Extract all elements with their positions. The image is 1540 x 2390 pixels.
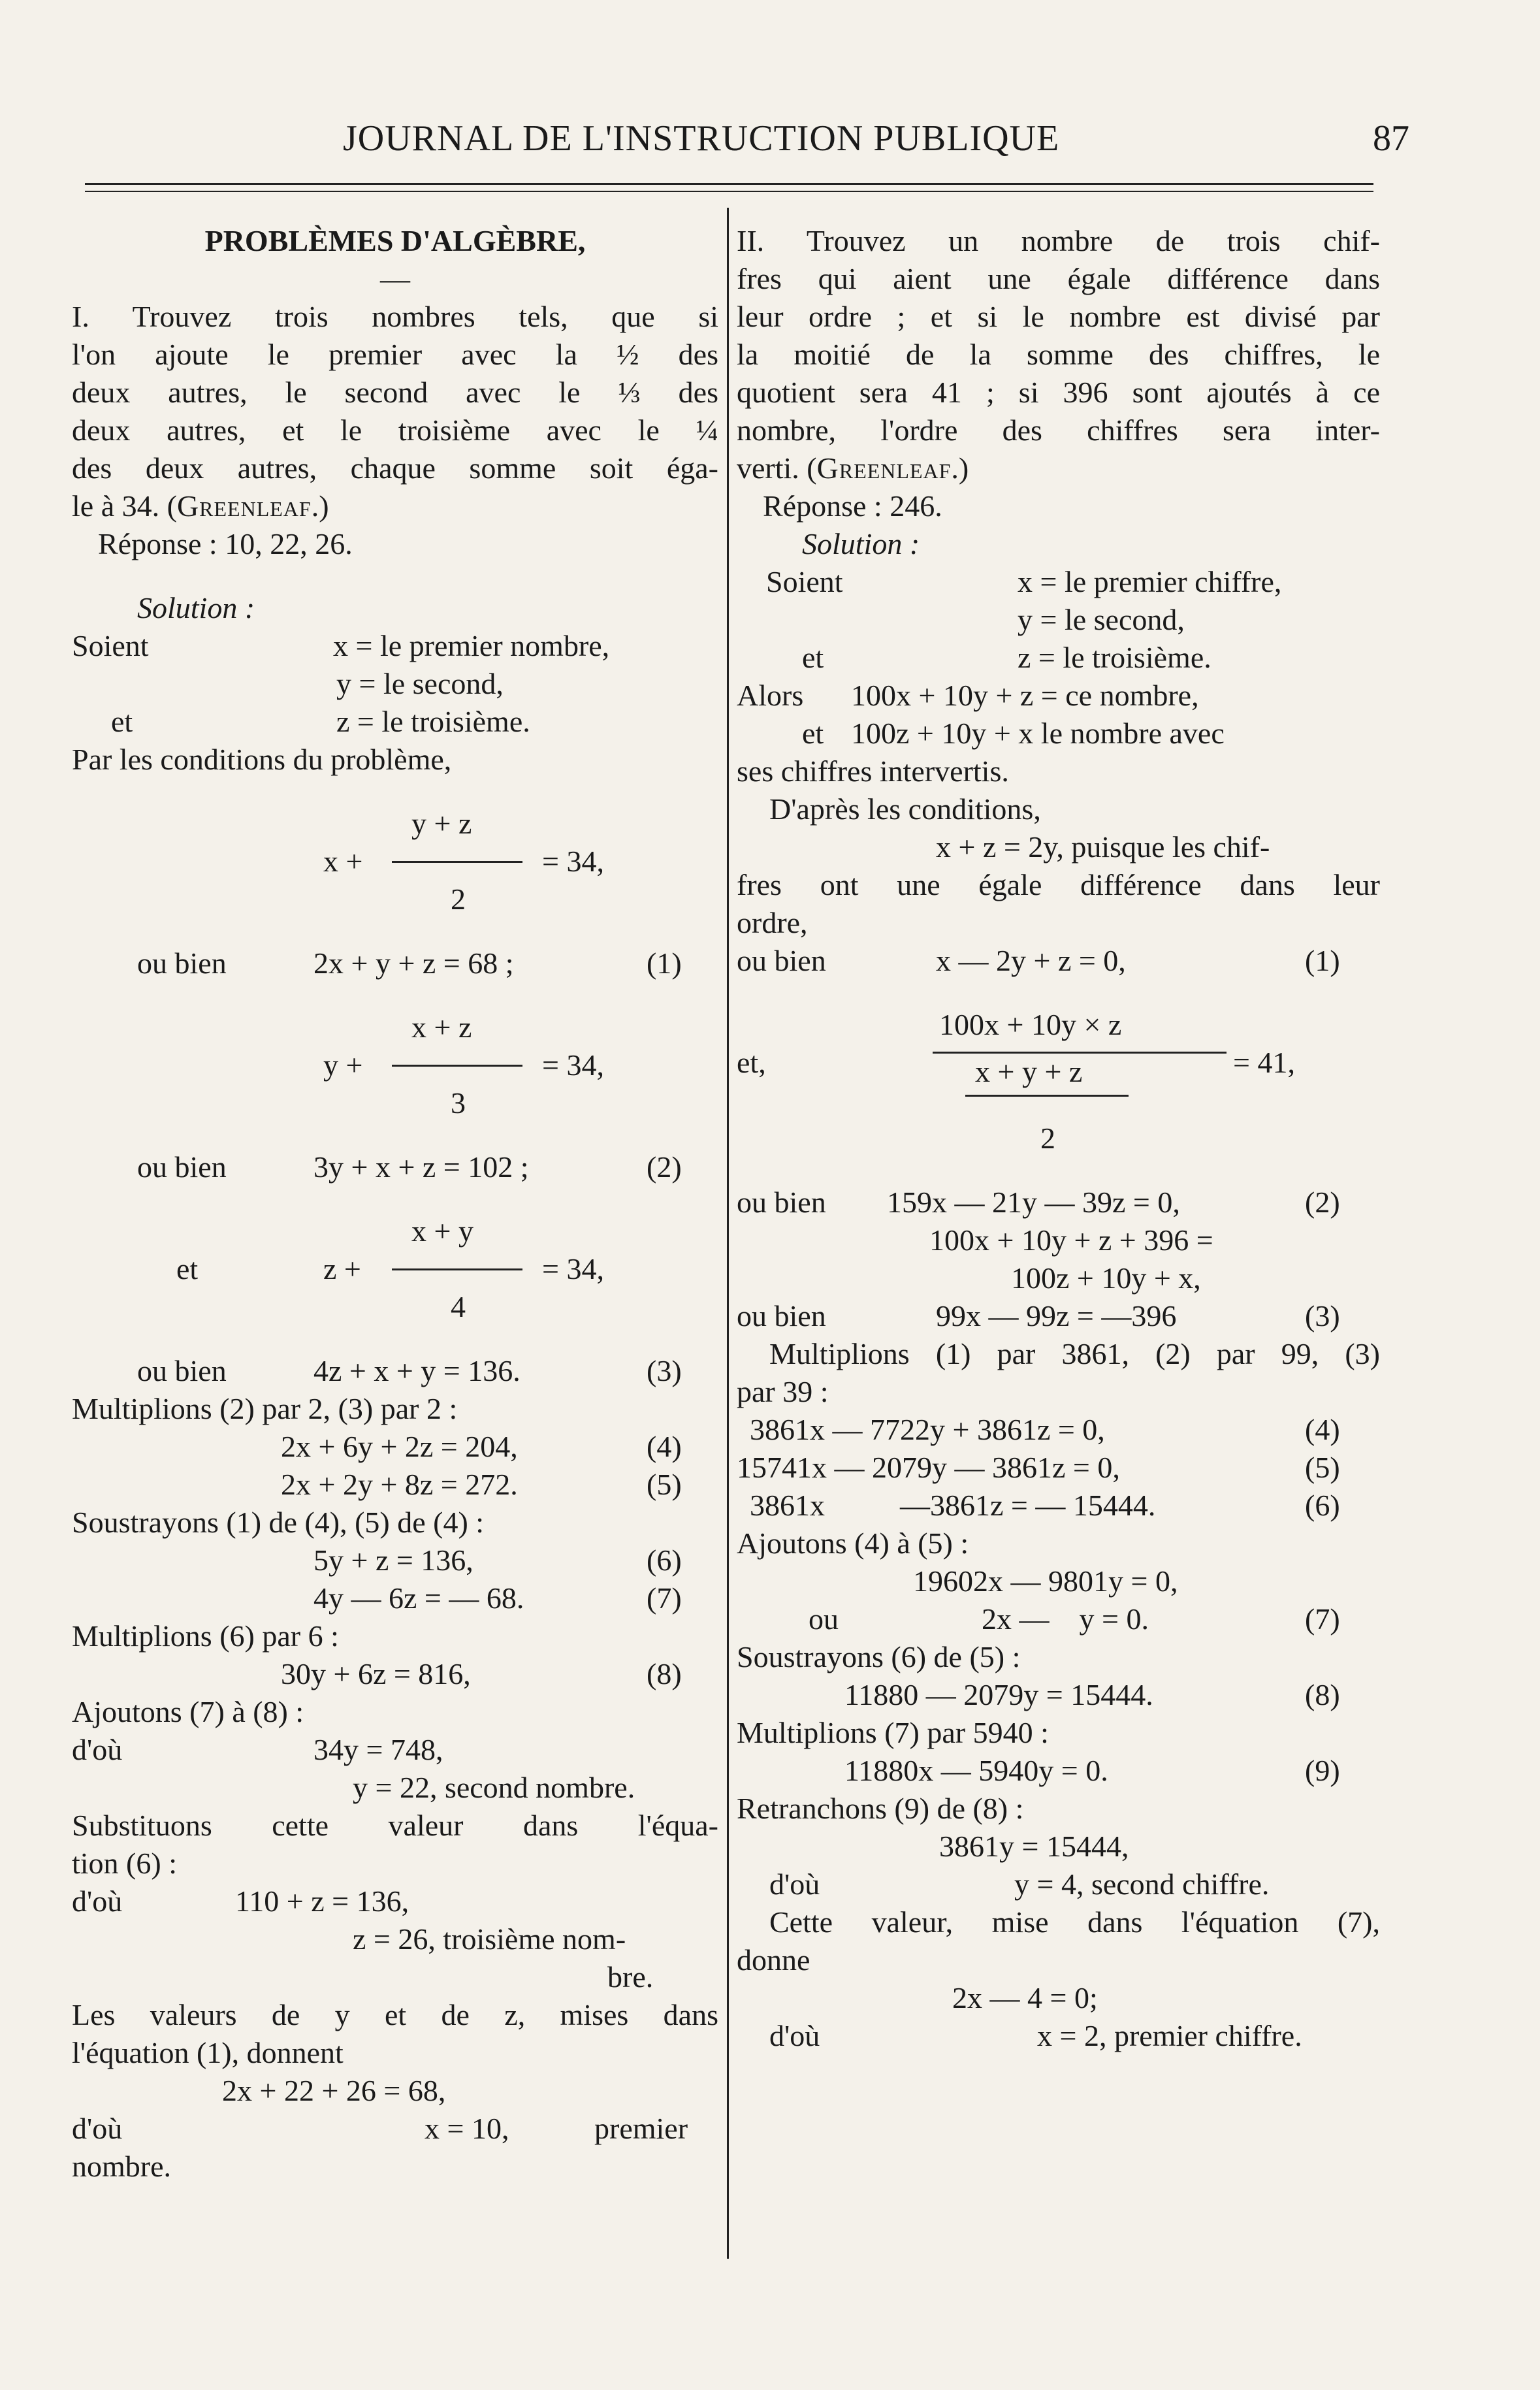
equation: 3861x —3861z = — 15444. [750,1489,1156,1522]
equation-line [737,1828,1380,1865]
text-line: D'après les conditions, [769,792,1041,826]
equation-line [737,942,1380,980]
denominator: 2 [451,882,466,916]
problem-line: deux autres, et le troisième avec le ¼ [72,413,718,447]
fraction-denominator [72,1288,718,1326]
section-heading: PROBLÈMES D'ALGÈBRE, [204,224,586,257]
lhs: y + [323,1048,363,1082]
spacer [72,563,718,589]
ou-bien: ou bien [137,946,227,980]
text-line: Multiplions (6) par 6 : [72,1619,339,1653]
header-rule-thin [85,191,1373,192]
text-line: Multiplions (7) par 5940 : [737,1716,1049,1749]
equation: 159x — 21y — 39z = 0, [887,1186,1180,1219]
problem-text: verti. ( [737,451,817,485]
ou-bien: ou bien [737,944,826,977]
equation: 4y — 6z = — 68. [313,1581,524,1615]
spacer [72,779,718,805]
fraction-line [72,1046,718,1084]
ou-bien: ou bien [737,1186,826,1219]
equation: 19602x — 9801y = 0, [913,1564,1178,1598]
ou-bien: ou bien [137,1150,227,1184]
equation-number: (6) [647,1543,682,1577]
fraction-bar [392,1268,522,1270]
spacer [72,1326,718,1352]
rhs: = 34, [542,1252,604,1285]
problem-line: quotient sera 41 ; si 396 sont ajoutés à ce [737,376,1380,409]
definition-line [72,703,718,741]
equation-line [72,2110,718,2148]
ou-bien: ou bien [737,1299,826,1332]
def-y: y = le second, [336,667,504,700]
equation-number: (4) [1305,1413,1340,1446]
text-line: fres ont une égale différence dans leur [737,868,1380,901]
rhs: = 34, [542,1048,604,1082]
equation: z = 26, troisième nom- [353,1922,626,1956]
text-line: par 39 : [737,1375,829,1408]
author-name: Greenleaf [816,451,952,485]
equation-line [72,1352,718,1390]
spacer [737,980,1380,1006]
spacer [72,918,718,945]
et-label: et [111,705,133,738]
equation: 2x + 22 + 26 = 68, [222,2074,446,2107]
lhs: z + [323,1252,361,1285]
denominator: 4 [451,1290,466,1323]
fraction-denominator [72,1084,718,1122]
text-line: nombre. [72,2150,172,2183]
equation: 100x + 10y + z = ce nombre, [851,679,1199,712]
rhs: = 34, [542,845,604,878]
equation-line [737,2017,1380,2055]
equation-number: (3) [647,1354,682,1387]
equation-line [737,1259,1380,1297]
text-line: Les valeurs de y et de z, mises dans [72,1998,718,2031]
problem-line: nombre, l'ordre des chiffres sera inter- [737,413,1380,447]
solution-label: Solution : [137,591,255,624]
numerator: x + z [411,1010,472,1044]
equation-line [72,1655,718,1693]
premier-label: premier [594,2112,688,2145]
text-line: Cette valeur, mise dans l'équation (7), [769,1905,1380,1939]
dou-label: d'où [72,1733,123,1766]
equation: x = 2, premier chiffre. [1037,2019,1302,2052]
equation: 2x — y = 0. [982,1602,1149,1636]
lhs: x + [323,845,363,878]
fraction-bar [392,1065,522,1067]
equation-line [737,1184,1380,1221]
column-divider [727,208,729,2259]
equation: 100x + 10y + z + 396 = [929,1223,1213,1257]
problem-line [737,449,1380,487]
running-header [85,118,1409,170]
problem-text: .) [951,451,969,485]
page-number: 87 [1373,118,1409,159]
spacer [737,1157,1380,1184]
soient-label: Soient [766,565,843,598]
equation: 2x + 2y + 8z = 272. [281,1468,518,1501]
equation-number: (7) [1305,1602,1340,1636]
text-line: Par les conditions du problème, [72,743,452,776]
et-label: et [802,641,824,674]
text-line: Ajoutons (7) à (8) : [72,1695,304,1728]
equation: x + z = 2y, puisque les chif- [936,830,1270,864]
equation-number: (9) [1305,1754,1340,1787]
problem-line: l'on ajoute le premier avec la ½ des [72,338,718,371]
fraction-denominator [72,880,718,918]
numerator: 100x + 10y × z [939,1008,1122,1041]
heading-dash: — [380,262,410,295]
text-line: Ajoutons (4) à (5) : [737,1526,969,1560]
equation-line [72,1920,718,1958]
equation: 4z + x + y = 136. [313,1354,521,1387]
equation: x = 10, [425,2112,509,2145]
fraction-subline [737,1082,1380,1120]
def-y: y = le second, [1018,603,1185,636]
text-line: Soustrayons (6) de (5) : [737,1640,1021,1673]
ou-label: ou [809,1602,839,1636]
right-column [737,222,1380,2055]
equation-line [737,1752,1380,1790]
text-line: Multiplions (2) par 2, (3) par 2 : [72,1392,458,1425]
equation-line [737,828,1380,866]
problem-line: fres qui aient une égale différence dans [737,262,1380,295]
definition-line [737,639,1380,677]
def-z: z = le troisième. [1018,641,1211,674]
equation-number: (2) [647,1150,682,1184]
equation-number: (8) [647,1657,682,1690]
equation: 110 + z = 136, [235,1884,409,1918]
equation-line [737,1865,1380,1903]
equation: y = 22, second nombre. [353,1771,635,1804]
equation-line [737,1221,1380,1259]
equation-line [72,1882,718,1920]
text-line: Multiplions (1) par 3861, (2) par 99, (3) [769,1337,1380,1370]
fraction-bar [965,1095,1129,1097]
definition-line [737,601,1380,639]
equation: 15741x — 2079y — 3861z = 0, [737,1451,1120,1484]
et-label: et [802,717,824,750]
answer: Réponse : 10, 22, 26. [98,527,353,560]
def-z: z = le troisième. [336,705,530,738]
equation-number: (3) [1305,1299,1340,1332]
equation-line [72,1428,718,1466]
equation: 2x + 6y + 2z = 204, [281,1430,518,1463]
equation-line [72,1148,718,1186]
equation-number: (2) [1305,1186,1340,1219]
author-name: Greenleaf [176,489,312,523]
text-line: ses chiffres intervertis. [737,754,1009,788]
alors-label: Alors [737,679,804,712]
dou-label: d'où [769,2019,820,2052]
equation-line [72,1542,718,1579]
equation-line [72,1466,718,1504]
equation: y = 4, second chiffre. [1014,1867,1270,1901]
journal-title: JOURNAL DE L'INSTRUCTION PUBLIQUE [343,118,1060,159]
ou-bien: ou bien [137,1354,227,1387]
equation: 100z + 10y + x, [1011,1261,1201,1295]
definition-line [737,563,1380,601]
fraction-numerator [72,1009,718,1046]
equation: 3y + x + z = 102 ; [313,1150,529,1184]
equation: 99x — 99z = —396 [936,1299,1177,1332]
problem-text: le à 34. ( [72,489,177,523]
equation-number: (4) [647,1430,682,1463]
fraction-line [737,1044,1380,1088]
equation-line [737,715,1380,752]
numerator: x + y [411,1214,473,1248]
problem-text: .) [311,489,329,523]
equation: 34y = 748, [313,1733,443,1766]
fraction-denominator [737,1120,1380,1157]
spacer [72,1122,718,1148]
equation-line [737,1600,1380,1638]
text-line: l'équation (1), donnent [72,2036,344,2069]
problem-line: II. Trouvez un nombre de trois chif- [737,224,1380,257]
problem-line: leur ordre ; et si le nombre est divisé par [737,300,1380,333]
fraction-numerator [72,805,718,843]
equation: 11880x — 5940y = 0. [844,1754,1108,1787]
rhs: = 41, [1233,1046,1295,1079]
equation-line [72,1579,718,1617]
fraction-bar [392,861,522,863]
equation-number: (1) [1305,944,1340,977]
sub-numerator: x + y + z [975,1055,1083,1088]
definition-line [72,665,718,703]
equation-number: (5) [1305,1451,1340,1484]
equation-line [72,945,718,982]
equation-line [737,1297,1380,1335]
equation-line [737,1449,1380,1487]
equation: x — 2y + z = 0, [936,944,1126,977]
et-label: et, [737,1046,766,1079]
header-rule [85,183,1373,185]
problem-line: la moitié de la somme des chiffres, le [737,338,1380,371]
problem-line: des deux autres, chaque somme soit éga- [72,451,718,485]
text-line: ordre, [737,906,808,939]
def-x: x = le premier nombre, [333,629,610,662]
spacer [72,982,718,1009]
spacer [72,1186,718,1212]
fraction-numerator [737,1006,1380,1044]
equation-number: (6) [1305,1489,1340,1522]
equation-line [737,1979,1380,2017]
equation-number: (7) [647,1581,682,1615]
text-line: Substituons cette valeur dans l'équa- [72,1809,718,1842]
numerator: y + z [411,807,472,840]
equation: 2x — 4 = 0; [952,1981,1098,2014]
equation: 3861y = 15444, [939,1830,1129,1863]
word-continuation: bre. [607,1960,654,1994]
et-label: et [176,1252,199,1285]
equation-line [737,1487,1380,1525]
equation: 100z + 10y + x le nombre avec [851,717,1225,750]
problem-line: I. Trouvez trois nombres tels, que si [72,300,718,333]
equation-line [737,1562,1380,1600]
problem-line [72,487,718,525]
denominator: 2 [1040,1122,1055,1155]
equation-number: (1) [647,946,682,980]
answer: Réponse : 246. [763,489,942,523]
fraction-line [72,1250,718,1288]
text-line: donne [737,1943,810,1977]
equation-line [737,1411,1380,1449]
equation-line [72,1958,718,1996]
equation-line [737,1676,1380,1714]
text-line: tion (6) : [72,1847,177,1880]
equation-number: (5) [647,1468,682,1501]
equation-line [737,677,1380,715]
text-line: Soustrayons (1) de (4), (5) de (4) : [72,1506,485,1539]
equation: 2x + y + z = 68 ; [313,946,514,980]
solution-label: Solution : [802,527,920,560]
equation: 11880 — 2079y = 15444. [844,1678,1153,1711]
fraction-numerator [72,1212,718,1250]
problem-line: deux autres, le second avec le ⅓ des [72,376,718,409]
fraction-line [72,843,718,880]
dou-label: d'où [72,2112,123,2145]
denominator: 3 [451,1086,466,1120]
soient-label: Soient [72,629,149,662]
left-column [72,222,718,2186]
equation-number: (8) [1305,1678,1340,1711]
text-line: Retranchons (9) de (8) : [737,1792,1024,1825]
equation: 3861x — 7722y + 3861z = 0, [750,1413,1105,1446]
equation-line [72,2072,718,2110]
definition-line [72,627,718,665]
equation-line [72,1769,718,1807]
equation-line [72,1731,718,1769]
def-x: x = le premier chiffre, [1018,565,1282,598]
equation: 5y + z = 136, [313,1543,473,1577]
dou-label: d'où [769,1867,820,1901]
equation: 30y + 6z = 816, [281,1657,471,1690]
dou-label: d'où [72,1884,123,1918]
